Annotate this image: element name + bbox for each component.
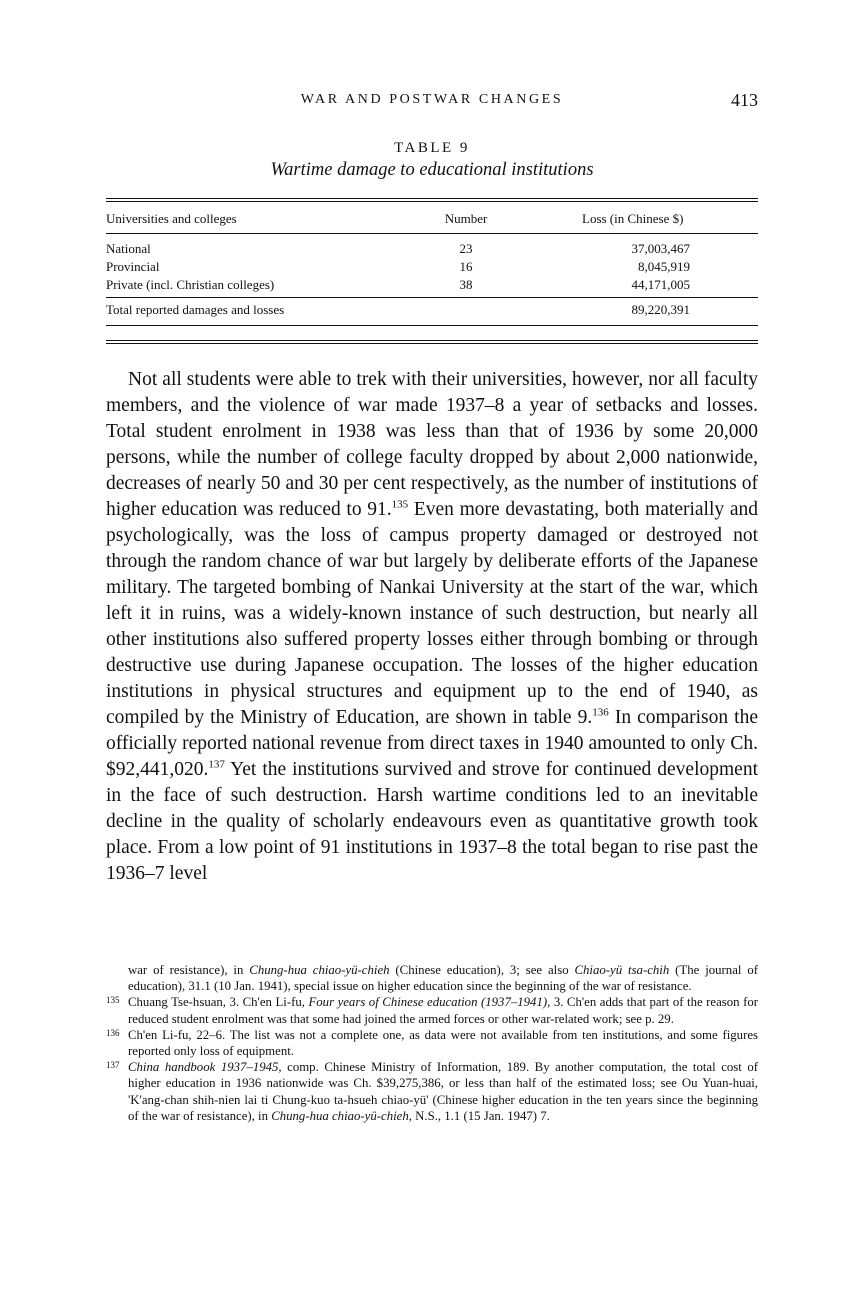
row-number: 23 (459, 241, 473, 256)
footnote-ref: 137 (208, 758, 225, 771)
footnote-number: 137 (106, 1060, 120, 1071)
footnote-text: , N.S., 1.1 (15 Jan. 1947) 7. (408, 1108, 550, 1123)
table-total-rule (106, 297, 758, 298)
total-category: Total reported damages and losses (106, 302, 285, 317)
row-number: 16 (459, 259, 473, 274)
row-category: Provincial (106, 259, 160, 274)
row-loss: 8,045,919 (638, 259, 690, 274)
footnote-ref: 135 (391, 498, 409, 511)
footnote-number: 135 (106, 995, 120, 1006)
table-end-rule (106, 340, 758, 341)
footnote-text: Ch'en Li-fu, 22–6. The list was not a complete one, as data were not available from ten institutions, and some figures reported only loss of equipment. (128, 1027, 758, 1059)
running-title: WAR AND POSTWAR CHANGES (300, 92, 564, 107)
row-loss: 37,003,467 (631, 241, 690, 256)
table-caption: Wartime damage to educational institutions (270, 160, 594, 180)
footnote-text: Chuang Tse-hsuan, 3. Ch'en Li-fu, (128, 995, 309, 1010)
footnote-ref: 136 (592, 706, 609, 719)
body-paragraph (106, 367, 758, 887)
footnote-title: Chung-hua chiao-yü-chieh (271, 1108, 409, 1123)
column-header-number: Number (444, 211, 488, 226)
footnote-title: Chiao-yü tsa-chih (574, 963, 670, 977)
footnote-title: China handbook 1937–1945 (128, 1060, 279, 1075)
table-top-rule-2 (106, 201, 758, 202)
running-head (106, 92, 758, 116)
footnote-text: war of resistance), in (128, 963, 250, 977)
table-header-rule (106, 233, 758, 234)
body-text-part: Yet the institutions survived and strove for continued development in the face of such destruction. Harsh wartime conditions led to an inevitable decline in the quality of scholarly endeavours even as quantitative growth took place. From a low point of 91 institutions in 1937–8 the total began to rise past the 1936–7 level (106, 759, 758, 884)
row-number: 38 (459, 277, 473, 292)
footnotes (106, 962, 758, 1124)
table-end-rule-2 (106, 343, 758, 344)
body-text-part: Even more devastating, both materially and psychologically, was the loss of campus property damaged or destroyed not through the random chance of war but largely by deliberate efforts of the Japanese military. The targeted bombing of Nankai University at the start of the war, which left it in ruins, was a widely-known instance of such destruction, but nearly all other institutions also suffered property losses either through bombing or through destructive use during Japanese occupation. The losses of the higher education institutions in physical structures and equipment up to the end of 1940, as compiled by the Ministry of Education, are shown in table 9. (106, 499, 758, 728)
table-bottom-rule (106, 325, 758, 326)
body-text-part: Not all students were able to trek with their universities, however, nor all faculty members, and the violence of war made 1937–8 a year of setbacks and losses. Total student enrolment in 1938 was less than that of 1936 by some 20,000 persons, while the number of college faculty dropped by about 2,000 nationwide, decreases of nearly 50 and 30 per cent respectively, as the number of institutions of higher education was reduced to 91. (106, 369, 758, 520)
footnote-136 (106, 1027, 758, 1059)
footnote-title: Chung-hua chiao-yü-chieh (249, 963, 390, 977)
footnote-text: (The journal of education), 31.1 (10 Jan. 1941), special issue on higher education since the beginning of the war of resistance. (128, 963, 758, 994)
footnote-135 (106, 994, 758, 1026)
footnote-text: , 3. Ch'en adds that part of the reason for reduced student enrolment was that some had joined the armed forces or other war-related work; see p. 29. (128, 995, 759, 1026)
footnote-number: 136 (106, 1027, 120, 1038)
table-label: TABLE 9 (394, 140, 470, 156)
total-loss: 89,220,391 (631, 302, 690, 317)
footnote-continued (106, 962, 758, 994)
table-top-rule (106, 198, 758, 199)
row-category: National (106, 241, 151, 256)
row-category: Private (incl. Christian colleges) (106, 277, 275, 292)
body-text-part: In comparison the officially reported national revenue from direct taxes in 1940 amounted to only Ch. $92,441,020. (106, 707, 758, 780)
footnote-text: (Chinese education), 3; see also (389, 963, 575, 977)
footnote-137 (106, 1059, 758, 1124)
row-loss: 44,171,005 (631, 277, 690, 292)
column-header-loss: Loss (in Chinese $) (582, 211, 684, 226)
footnote-title: Four years of Chinese education (1937–1941) (308, 995, 548, 1010)
page-number: 413 (731, 90, 758, 110)
footnote-text: , comp. Chinese Ministry of Information, 189. By another computation, the total cost of higher education in 1936 nationwide was Ch. $39,275,386, or less than half of the estimated loss; see Ou Yuan-huai, 'K'ang-chan shih-nien lai ti Chung-kuo ta-hsueh chiao-yü' (Chinese higher education in the ten years since the beginning of the war of resistance), in (128, 1060, 759, 1123)
column-header-category: Universities and colleges (106, 211, 237, 226)
